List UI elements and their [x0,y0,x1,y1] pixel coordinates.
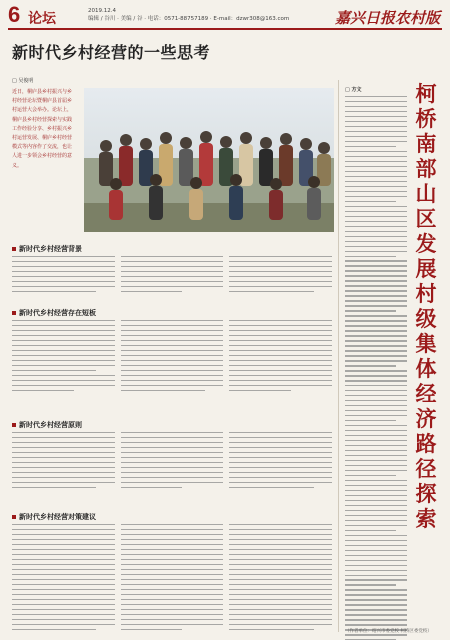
body-text-block [12,320,332,395]
sidebar-title-char: 展 [415,257,437,281]
article-intro: 近日，桐庐县乡村振兴与乡村经营论坛暨桐庐县首届乡村运营大会举办。论坛上，桐庐县乡村经营探索与实践工作经验分享、乡村振兴乡村运营发展、桐庐乡村经营模式等内容作了交流，也让人进一步领会乡村经营的意义。 [12,89,73,169]
text-line [345,191,407,192]
text-line [345,525,407,526]
text-line [345,221,407,222]
text-line [345,495,407,496]
text-line [345,196,407,197]
text-line [345,111,407,112]
text-line [345,430,407,431]
sidebar-text-column [345,96,407,640]
text-line [345,260,407,261]
sidebar-title-char: 级 [415,307,437,331]
text-line [345,141,407,142]
text-line [345,435,407,436]
issue-date: 2019.12.4 [88,8,116,14]
text-line [345,315,407,316]
section-title: 论坛 [28,11,56,27]
text-line [345,345,407,346]
sidebar-title-char: 桥 [415,107,437,131]
text-line [345,415,407,416]
text-line [345,445,407,446]
text-line [345,280,407,281]
text-line [345,405,407,406]
text-line [345,275,407,276]
text-line [345,171,407,172]
text-line [345,470,407,471]
text-line [345,515,407,516]
text-line [345,325,407,326]
text-line [345,126,407,127]
text-line [345,500,407,501]
text-line [345,520,407,521]
sidebar-title-char: 径 [415,457,437,481]
text-line [345,365,396,366]
text-line [345,565,407,566]
sidebar-title-char: 部 [415,157,437,181]
sidebar-title-char: 村 [415,282,437,306]
text-line [345,131,407,132]
sidebar-title-char: 体 [415,357,437,381]
text-line [345,241,407,242]
text-line [345,186,407,187]
text-line [345,231,407,232]
text-line [345,560,407,561]
text-line [345,634,407,635]
text-line [345,166,407,167]
text-line [345,300,407,301]
text-line [345,246,407,247]
sidebar-byline: □ 方文 [345,87,362,93]
text-line [345,161,407,162]
text-line [345,340,407,341]
text-line [345,535,407,536]
text-line [345,505,407,506]
sidebar-title-char: 南 [415,132,437,156]
sidebar-title-char: 区 [415,207,437,231]
text-line [345,290,407,291]
text-line [345,380,407,381]
newspaper-brand: 嘉兴日报农村版 [334,9,440,27]
text-line [345,594,407,595]
text-line [345,440,407,441]
text-line [345,216,407,217]
text-line [345,490,407,491]
text-line [345,146,396,147]
text-line [345,410,407,411]
text-line [345,106,407,107]
text-line [345,265,407,266]
body-text-block [12,256,332,296]
text-line [345,201,396,202]
text-line [345,480,407,481]
text-line [345,624,407,625]
text-line [345,599,407,600]
text-line [345,450,407,451]
body-text-block [12,432,332,492]
section-heading-background: 新时代乡村经营背景 [12,244,82,254]
sidebar-title-char: 路 [415,432,437,456]
group-photo [84,88,334,232]
text-line [345,485,407,486]
text-line [345,614,407,615]
text-line [345,121,407,122]
text-line [345,510,407,511]
text-line [345,570,407,571]
body-text-block [12,524,332,634]
text-line [345,176,407,177]
text-line [345,455,407,456]
text-line [345,226,407,227]
sidebar-title-char: 探 [415,482,437,506]
section-heading-shortcomings: 新时代乡村经营存在短板 [12,308,96,318]
text-line [345,465,407,466]
sidebar-title-char: 山 [415,182,437,206]
text-line [345,270,407,271]
sidebar-footnote: （作者单位：绍兴市委党校 柯桥区委党校） [345,629,432,634]
page-number: 6 [8,2,21,27]
text-line [345,545,407,546]
text-line [345,375,407,376]
text-line [345,609,407,610]
text-line [345,579,407,580]
text-line [345,320,407,321]
text-line [345,136,407,137]
text-line [345,475,396,476]
text-line [345,350,407,351]
text-line [345,156,407,157]
text-line [345,295,407,296]
text-line [345,550,407,551]
article-title: 新时代乡村经营的一些思考 [12,43,211,62]
sidebar-title-char: 集 [415,332,437,356]
text-line [345,540,407,541]
text-line [345,285,407,286]
editor-info: 编辑 / 谷川 · 美编 / 谷 · 电话：0571-88757189 · E-mail：dzwr308@163.com [88,16,290,22]
text-line [345,385,407,386]
section-heading-suggestions: 新时代乡村经营对策建议 [12,512,96,522]
text-line [345,420,396,421]
text-line [345,400,407,401]
text-line [345,589,407,590]
text-line [345,460,407,461]
text-line [345,360,407,361]
sidebar-title-char: 发 [415,232,437,256]
text-line [345,335,407,336]
text-line [345,96,407,97]
text-line [345,310,396,311]
text-line [345,619,407,620]
text-line [345,116,407,117]
sidebar-title-char: 济 [415,407,437,431]
text-line [345,330,407,331]
text-line [345,305,407,306]
text-line [345,355,407,356]
text-line [345,256,396,257]
text-line [345,530,396,531]
text-line [345,395,407,396]
sidebar-title-char: 索 [415,507,437,531]
text-line [345,575,407,576]
sidebar-vertical-title [409,82,443,532]
text-line [345,425,407,426]
text-line [345,151,407,152]
masthead [8,4,442,30]
text-line [345,555,407,556]
article-byline: □ 吴俊明 [12,78,34,84]
masthead-meta [88,7,289,23]
text-line [345,236,407,237]
text-line [345,584,396,585]
text-line [345,604,407,605]
text-line [345,206,407,207]
column-divider [338,80,339,632]
section-heading-principles: 新时代乡村经营原则 [12,420,82,430]
text-line [345,251,407,252]
text-line [345,101,407,102]
text-line [345,211,407,212]
text-line [345,181,407,182]
sidebar-title-char: 经 [415,382,437,406]
text-line [345,370,407,371]
sidebar-title-char: 柯 [415,82,437,106]
text-line [345,390,407,391]
